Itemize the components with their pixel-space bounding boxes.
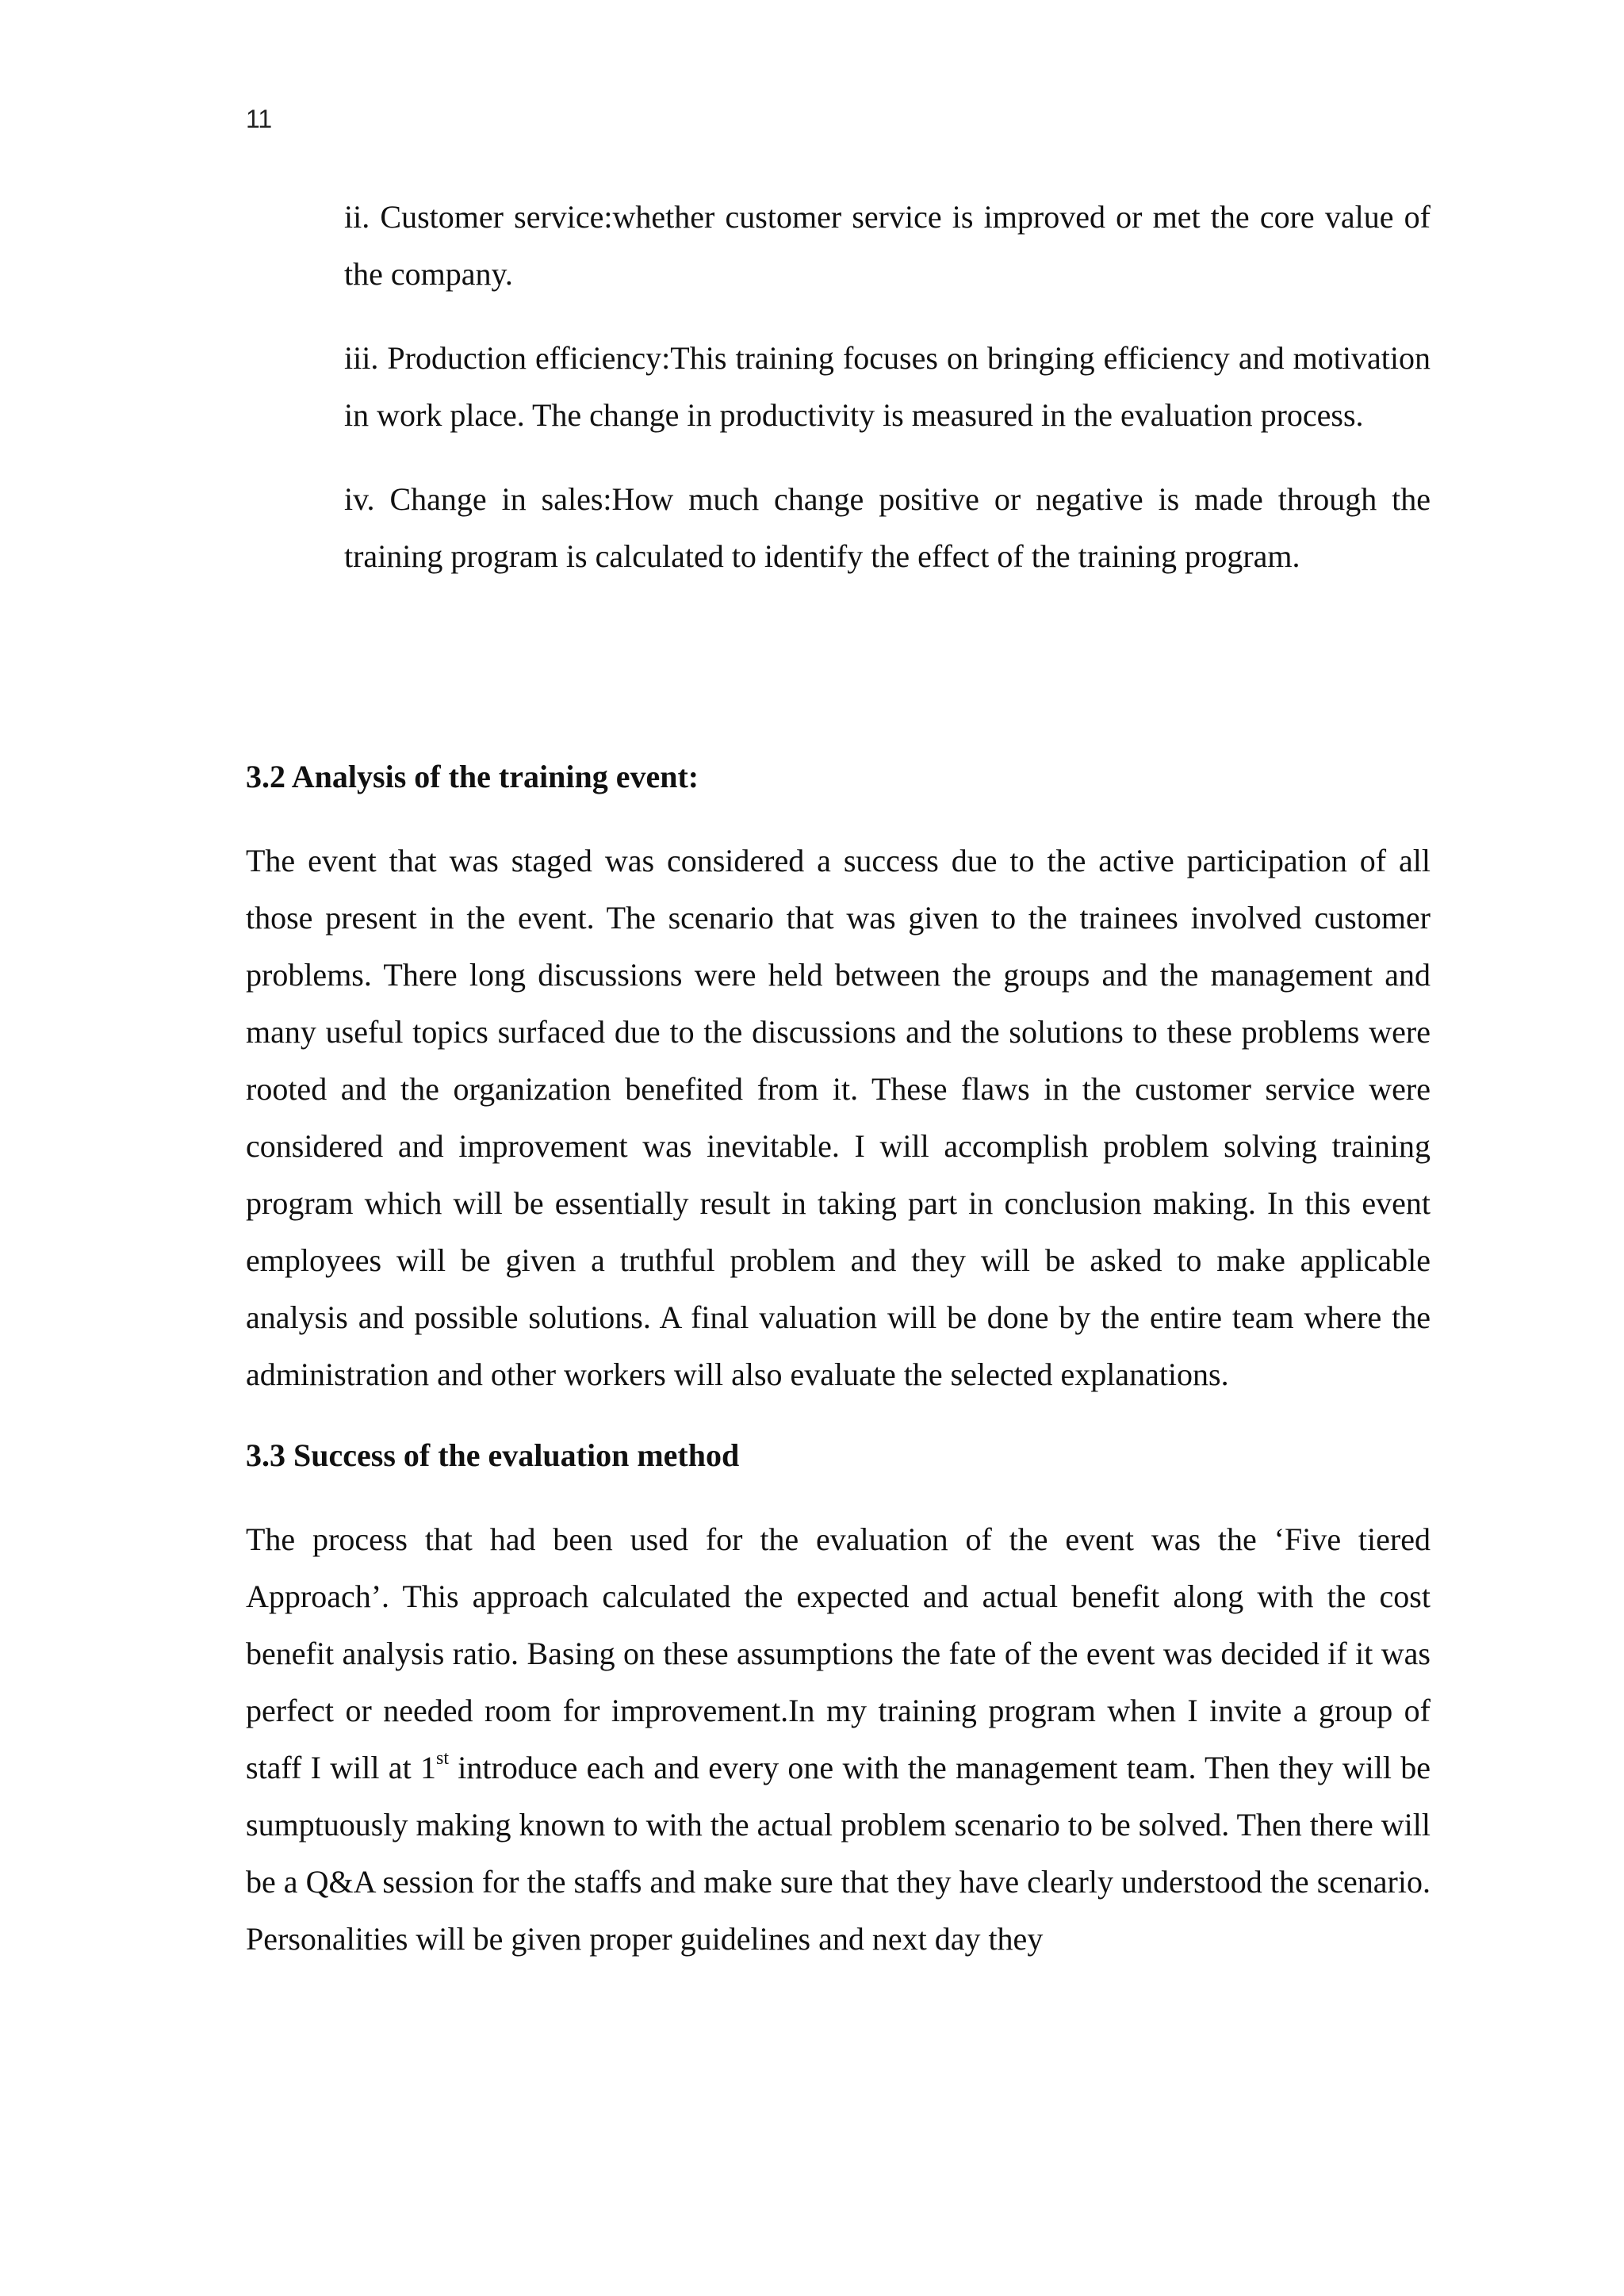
paragraph-text-part-1: The process that had been used for the evaluation of the event was the ‘Five tiered Approach’. This approach calculated the expected and actual benefit along with the cost benefit analysis ratio. Basing on these assumptions the fate of the event was decided if it was perfect or needed room for improvement.In my training program when I invite a group of staff I will at 1 [246, 1521, 1431, 1785]
section-heading-success-of-evaluation-method: 3.3 Success of the evaluation method [246, 1437, 740, 1473]
paragraph-text-part-2: introduce each and every one with the management team. Then they will be sumptuously making known to with the actual problem scenario to be solved. Then there will be a Q&A session for the staffs and make sure that they have clearly understood the scenario. Personalities will be given proper guidelines and next day they [246, 1750, 1431, 1957]
evaluation-criteria-list [344, 189, 1431, 585]
list-item-change-in-sales: iv. Change in sales:How much change positive or negative is made through the training program is calculated to identify the effect of the training program. [344, 481, 1431, 574]
page-number: 11 [246, 105, 273, 133]
main-content [246, 752, 1431, 1995]
list-item-customer-service: ii. Customer service:whether customer service is improved or met the core value of the company. [344, 199, 1431, 292]
list-item-production-efficiency: iii. Production efficiency:This training focuses on bringing efficiency and motivation in work place. The change in productivity is measured in the evaluation process. [344, 340, 1431, 433]
section-paragraph-success-of-evaluation-method [246, 1511, 1431, 1968]
section-heading-analysis-of-training-event: 3.2 Analysis of the training event: [246, 759, 699, 794]
ordinal-superscript: st [435, 1748, 449, 1769]
section-paragraph-analysis-of-training-event: The event that was staged was considered a success due to the active participation of all those present in the event. The scenario that was given to the trainees involved customer problems. There long discussions were held between the groups and the management and many useful topics surfaced due to the discussions and the solutions to these problems were rooted and the organization benefited from it. These flaws in the customer service were considered and improvement was inevitable. I will accomplish problem solving training program which will be essentially result in taking part in conclusion making. In this event employees will be given a truthful problem and they will be asked to make applicable analysis and possible solutions. A final valuation will be done by the entire team where the administration and other workers will also evaluate the selected explanations. [246, 843, 1431, 1392]
